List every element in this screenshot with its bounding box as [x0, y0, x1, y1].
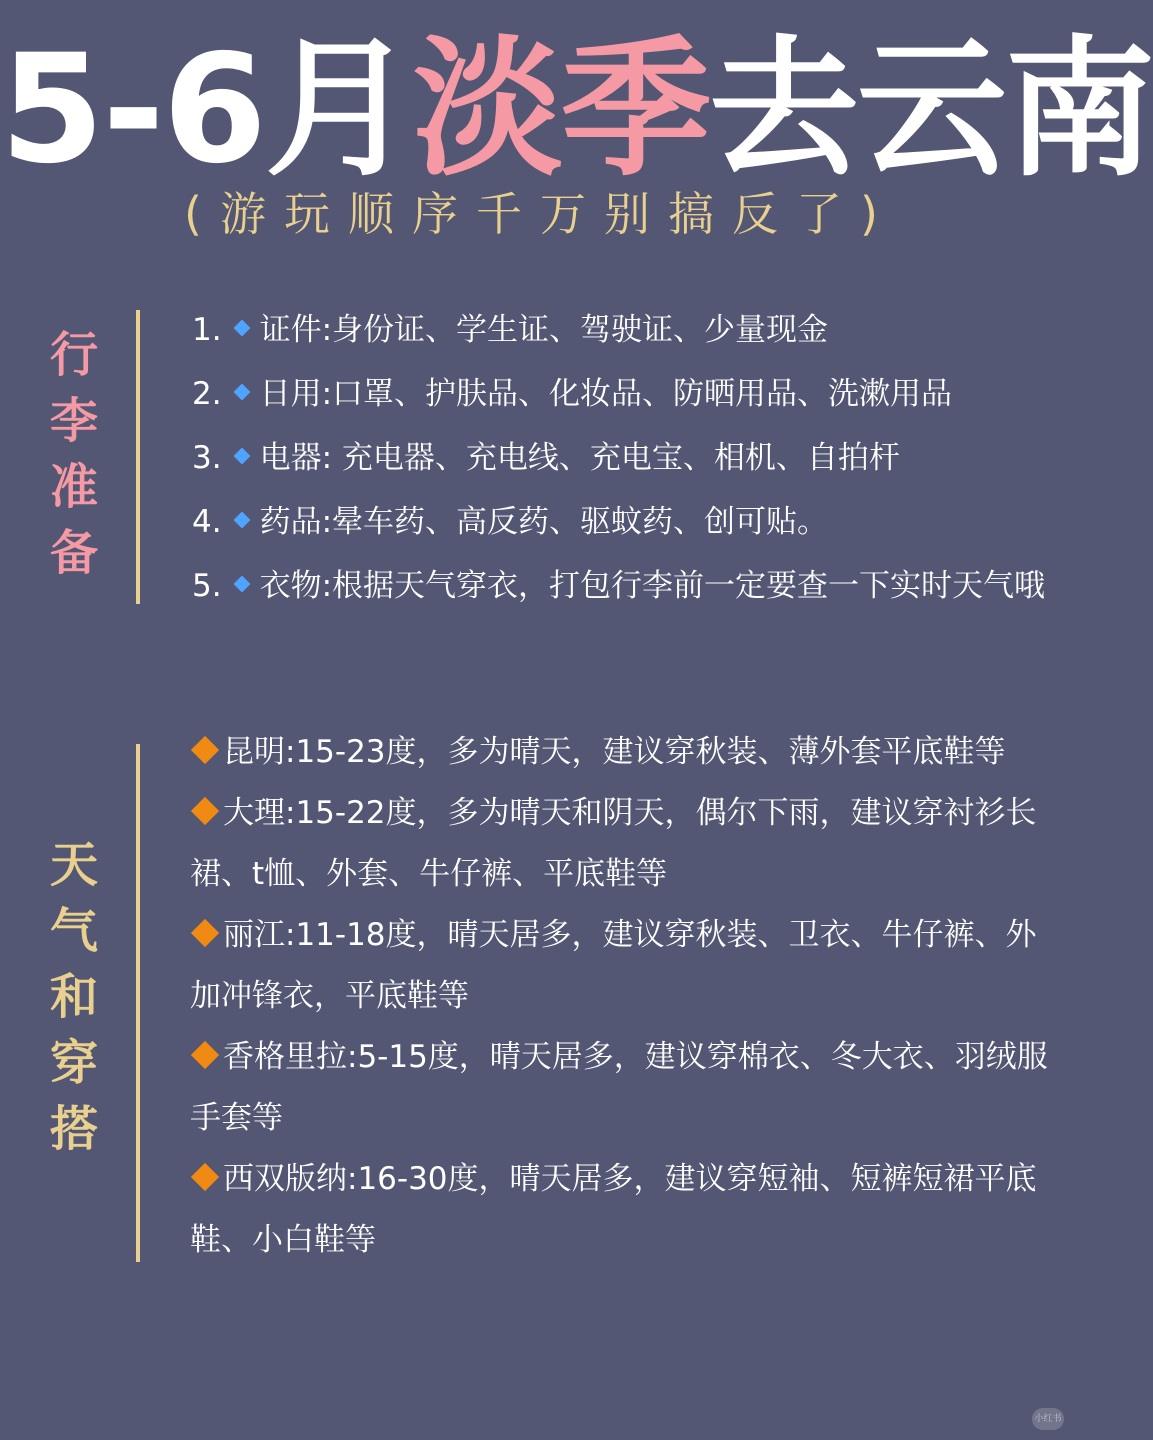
- packing-label-char: 备: [49, 525, 98, 581]
- packing-list: [192, 298, 1072, 618]
- watermark-logo: 小红书: [1032, 1408, 1064, 1430]
- orange-diamond-icon: [191, 918, 219, 946]
- packing-item-number: 1.: [192, 312, 222, 348]
- packing-item: [192, 362, 1072, 426]
- title-months: 5-6月: [0, 23, 413, 197]
- weather-item-text: 丽江:11-18度，晴天居多，建议穿秋装、卫衣、牛仔裤、外加冲锋衣，平底鞋等: [190, 917, 1037, 1014]
- packing-item-number: 3.: [192, 440, 222, 476]
- weather-item: [190, 722, 1060, 783]
- packing-item-text: 电器: 充电器、充电线、充电宝、相机、自拍杆: [259, 440, 900, 476]
- weather-item-text: 香格里拉:5-15度，晴天居多，建议穿棉衣、冬大衣、羽绒服手套等: [190, 1039, 1048, 1136]
- weather-item: [190, 783, 1060, 905]
- packing-divider: [136, 310, 140, 604]
- weather-list: [190, 722, 1060, 1271]
- weather-divider: [136, 744, 140, 1262]
- packing-section-label: [44, 322, 104, 586]
- blue-diamond-icon: [233, 383, 250, 400]
- page-subtitle: (游玩顺序千万别搞反了): [184, 187, 896, 241]
- orange-diamond-icon: [191, 796, 219, 824]
- weather-label-char: 搭: [49, 1101, 98, 1157]
- weather-item: [190, 1027, 1060, 1149]
- weather-label-char: 气: [49, 903, 98, 959]
- page-title: [0, 23, 1153, 197]
- packing-item-number: 5.: [192, 568, 222, 604]
- packing-item-text: 日用:口罩、护肤品、化妆品、防晒用品、洗漱用品: [259, 376, 953, 412]
- packing-item-text: 证件:身份证、学生证、驾驶证、少量现金: [259, 312, 829, 348]
- weather-item-text: 大理:15-22度，多为晴天和阴天，偶尔下雨，建议穿衬衫长裙、t恤、外套、牛仔裤、平底鞋等: [190, 795, 1037, 892]
- weather-item: [190, 1149, 1060, 1271]
- packing-item-number: 2.: [192, 376, 222, 412]
- weather-item: [190, 905, 1060, 1027]
- packing-item-number: 4.: [192, 504, 222, 540]
- packing-item: [192, 554, 1072, 618]
- packing-label-char: 准: [49, 459, 98, 515]
- weather-label-char: 天: [49, 837, 98, 893]
- blue-diamond-icon: [233, 575, 250, 592]
- blue-diamond-icon: [233, 319, 250, 336]
- weather-item-text: 西双版纳:16-30度，晴天居多，建议穿短袖、短裤短裙平底鞋、小白鞋等: [190, 1161, 1037, 1258]
- weather-label-char: 穿: [49, 1035, 98, 1091]
- packing-label-char: 行: [49, 327, 98, 383]
- packing-item: [192, 490, 1072, 554]
- orange-diamond-icon: [191, 735, 219, 763]
- blue-diamond-icon: [233, 511, 250, 528]
- orange-diamond-icon: [191, 1162, 219, 1190]
- packing-item: [192, 426, 1072, 490]
- packing-label-char: 李: [49, 393, 98, 449]
- weather-item-text: 昆明:15-23度，多为晴天，建议穿秋装、薄外套平底鞋等: [223, 734, 1006, 770]
- blue-diamond-icon: [233, 447, 250, 464]
- weather-label-char: 和: [49, 969, 98, 1025]
- packing-item: [192, 298, 1072, 362]
- weather-section-label: [44, 832, 104, 1162]
- orange-diamond-icon: [191, 1040, 219, 1068]
- title-off-season: 淡季: [413, 23, 710, 197]
- title-destination: 去云南: [709, 23, 1153, 197]
- packing-item-text: 药品:晕车药、高反药、驱蚊药、创可贴。: [259, 504, 829, 540]
- packing-item-text: 衣物:根据天气穿衣，打包行李前一定要查一下实时天气哦: [259, 568, 1046, 604]
